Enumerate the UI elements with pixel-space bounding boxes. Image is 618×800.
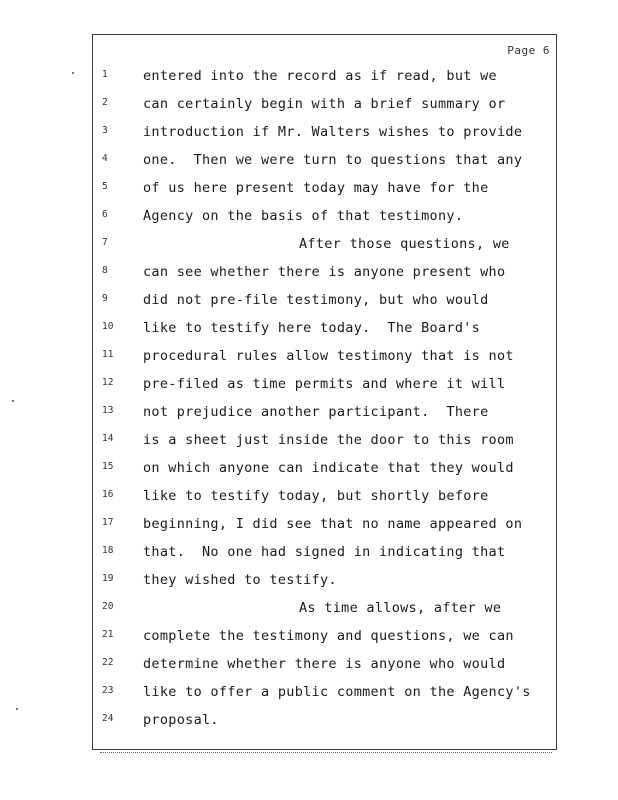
line-number: 15 [102, 461, 114, 472]
transcript-line: procedural rules allow testimony that is not [143, 348, 514, 364]
line-number: 3 [102, 125, 108, 136]
transcript-line: After those questions, we [299, 236, 510, 252]
line-number: 10 [102, 321, 114, 332]
transcript-line: of us here present today may have for the [143, 180, 489, 196]
line-number: 16 [102, 489, 114, 500]
line-number: 17 [102, 517, 114, 528]
line-number: 8 [102, 265, 108, 276]
transcript-line: one. Then we were turn to questions that any [143, 152, 523, 168]
line-number: 22 [102, 657, 114, 668]
line-number: 4 [102, 153, 108, 164]
transcript-line: that. No one had signed in indicating that [143, 544, 506, 560]
scan-speck [72, 72, 74, 74]
scan-speck [16, 708, 18, 710]
transcript-line: they wished to testify. [143, 572, 337, 588]
line-number: 6 [102, 209, 108, 220]
line-number: 19 [102, 573, 114, 584]
line-number: 2 [102, 97, 108, 108]
transcript-line: proposal. [143, 712, 219, 728]
line-number: 20 [102, 601, 114, 612]
line-number: 14 [102, 433, 114, 444]
transcript-page [92, 34, 557, 750]
scan-speck [12, 400, 14, 402]
transcript-line: Agency on the basis of that testimony. [143, 208, 464, 224]
transcript-line: can certainly begin with a brief summary or [143, 96, 506, 112]
line-number: 5 [102, 181, 108, 192]
bottom-rule [100, 752, 552, 753]
line-number: 13 [102, 405, 114, 416]
line-number: 21 [102, 629, 114, 640]
line-number: 7 [102, 237, 108, 248]
line-number: 9 [102, 293, 108, 304]
line-number: 1 [102, 69, 108, 80]
transcript-line: can see whether there is anyone present who [143, 264, 506, 280]
transcript-line: beginning, I did see that no name appeared on [143, 516, 523, 532]
page-number-label: Page 6 [507, 44, 550, 57]
transcript-line: As time allows, after we [299, 600, 502, 616]
transcript-line: complete the testimony and questions, we can [143, 628, 514, 644]
line-number: 24 [102, 713, 114, 724]
transcript-line: on which anyone can indicate that they would [143, 460, 514, 476]
transcript-line: introduction if Mr. Walters wishes to provide [143, 124, 523, 140]
transcript-line: not prejudice another participant. There [143, 404, 489, 420]
transcript-line: like to testify here today. The Board's [143, 320, 481, 336]
transcript-line: pre-filed as time permits and where it will [143, 376, 506, 392]
transcript-line: is a sheet just inside the door to this room [143, 432, 514, 448]
transcript-line: entered into the record as if read, but we [143, 68, 497, 84]
line-number: 18 [102, 545, 114, 556]
line-number: 23 [102, 685, 114, 696]
line-number: 12 [102, 377, 114, 388]
line-number: 11 [102, 349, 114, 360]
transcript-line: like to offer a public comment on the Agency's [143, 684, 531, 700]
transcript-line: like to testify today, but shortly before [143, 488, 489, 504]
transcript-line: did not pre-file testimony, but who would [143, 292, 489, 308]
transcript-line: determine whether there is anyone who would [143, 656, 506, 672]
